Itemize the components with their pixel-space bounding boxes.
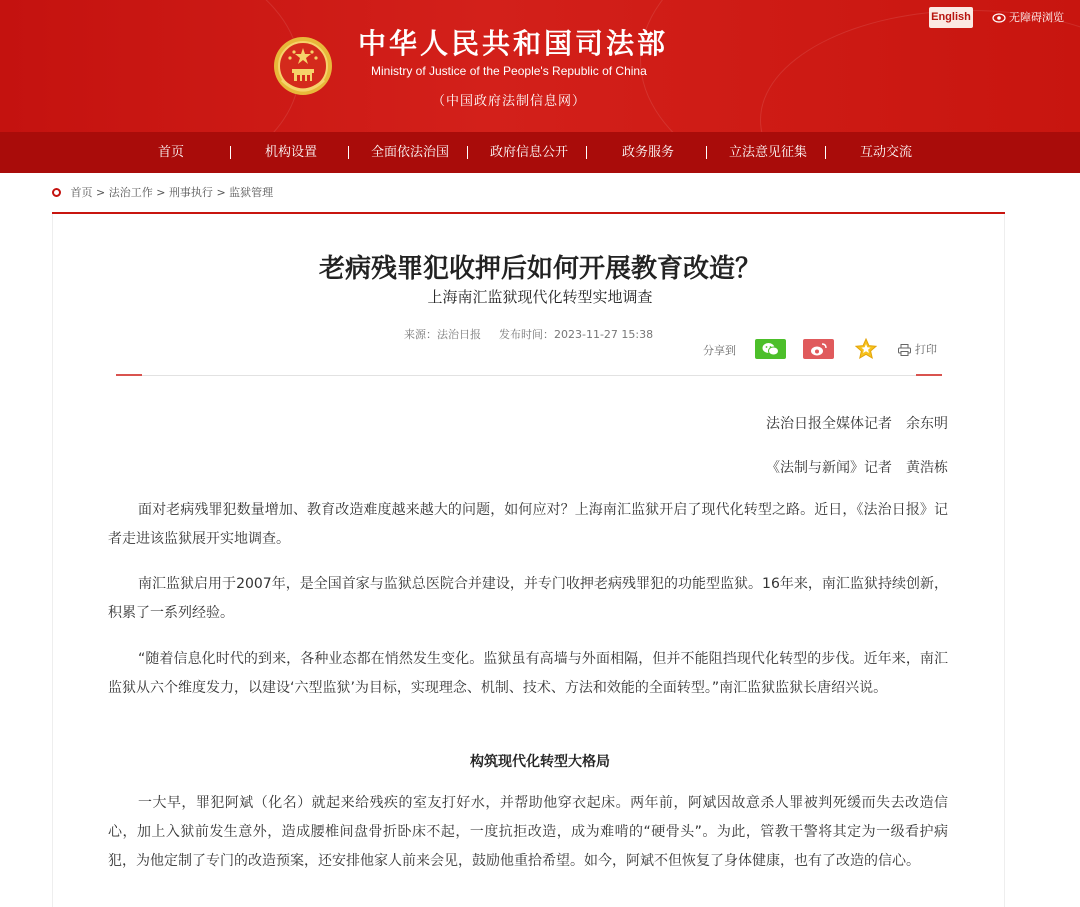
divider-accent-left bbox=[116, 374, 142, 376]
nav-item-services[interactable]: 政务服务 bbox=[622, 145, 675, 160]
site-subtitle-en: Ministry of Justice of the People's Republic of China bbox=[371, 64, 647, 78]
national-emblem-icon[interactable] bbox=[272, 36, 334, 98]
breadcrumb-separator: > bbox=[96, 186, 106, 199]
nav-separator bbox=[230, 146, 231, 159]
nav-item-gov-info[interactable]: 政府信息公开 bbox=[490, 145, 569, 160]
byline-reporter-1: 法治日报全媒体记者 余东明 bbox=[766, 416, 948, 432]
nav-item-home[interactable]: 首页 bbox=[158, 145, 185, 160]
byline-reporter-2: 《法制与新闻》记者 黄浩栋 bbox=[766, 460, 948, 476]
article-subtitle: 上海南汇监狱现代化转型实地调查 bbox=[427, 288, 653, 306]
print-button[interactable] bbox=[898, 341, 937, 357]
nav-separator bbox=[825, 146, 826, 159]
header-decoration bbox=[0, 0, 300, 132]
paragraph: 一大早，罪犯阿斌（化名）就起来给残疾的室友打好水，并帮助他穿衣起床。两年前，阿斌因故意杀人罪被判死缓而失去改造信心，加上入狱前发生意外，造成腰椎间盘骨折卧床不起，一度抗拒改造，成为难啃的“硬骨头”。为此，管教干警将其定为一级看护病犯，为他定制了专门的改造预案，还安排他家人前来会见，鼓励他重拾希望。如今，阿斌不但恢复了身体健康，也有了改造的信心。 bbox=[108, 795, 948, 869]
header-divider bbox=[116, 375, 942, 376]
nav-item-legislation[interactable]: 立法意见征集 bbox=[729, 145, 808, 160]
nav-separator bbox=[706, 146, 707, 159]
breadcrumb-separator: > bbox=[216, 186, 226, 199]
weibo-icon bbox=[803, 339, 834, 359]
article-meta bbox=[404, 326, 653, 342]
eye-icon bbox=[992, 13, 1006, 23]
paragraph: 面对老病残罪犯数量增加、教育改造难度越来越大的问题，如何应对？上海南汇监狱开启了现代化转型之路。近日，《法治日报》记者走进该监狱展开实地调查。 bbox=[108, 502, 948, 547]
wechat-share-button[interactable] bbox=[755, 339, 786, 359]
nav-separator bbox=[348, 146, 349, 159]
nav-item-interaction[interactable]: 互动交流 bbox=[860, 145, 913, 160]
site-note: （中国政府法制信息网） bbox=[432, 94, 587, 109]
breadcrumb bbox=[52, 184, 273, 202]
location-icon bbox=[52, 188, 61, 197]
site-header bbox=[0, 0, 1080, 132]
accessibility-button[interactable] bbox=[992, 9, 1064, 27]
paragraph: 南汇监狱启用于2007年，是全国首家与监狱总医院合并建设，并专门收押老病残罪犯的功能型监狱。16年来，南汇监狱持续创新，积累了一系列经验。 bbox=[108, 576, 948, 621]
breadcrumb-separator: > bbox=[156, 186, 166, 199]
breadcrumb-item[interactable]: 刑事执行 bbox=[168, 186, 213, 199]
article-title: 老病残罪犯收押后如何开展教育改造？ bbox=[318, 254, 761, 284]
weibo-share-button[interactable] bbox=[803, 339, 834, 359]
printer-icon bbox=[898, 344, 911, 356]
accessibility-label: 无障碍浏览 bbox=[1009, 11, 1064, 24]
nav-separator bbox=[467, 146, 468, 159]
print-label: 打印 bbox=[915, 343, 937, 356]
nav-separator bbox=[586, 146, 587, 159]
breadcrumb-item[interactable]: 法治工作 bbox=[108, 186, 153, 199]
wechat-icon bbox=[755, 339, 786, 359]
share-label: 分享到 bbox=[703, 344, 736, 357]
article-source: 来源：法治日报 bbox=[404, 328, 481, 341]
site-title[interactable]: 中华人民共和国司法部 bbox=[358, 27, 669, 60]
breadcrumb-item[interactable]: 首页 bbox=[70, 186, 93, 199]
breadcrumb-item[interactable]: 监狱管理 bbox=[229, 186, 274, 199]
favorite-star-icon[interactable] bbox=[855, 338, 877, 360]
section-heading: 构筑现代化转型大格局 bbox=[470, 754, 610, 770]
paragraph: “随着信息化时代的到来，各种业态都在悄然发生变化。监狱虽有高墙与外面相隔，但并不能阻挡现代化转型的步伐。近年来，南汇监狱从六个维度发力，以建设‘六型监狱’为目标，实现理念、机制、技术、方法和效能的全面转型。”南汇监狱监狱长唐绍兴说。 bbox=[108, 651, 948, 696]
english-button[interactable]: English bbox=[929, 7, 973, 28]
divider-accent-right bbox=[916, 374, 942, 376]
article-date: 发布时间：2023-11-27 15:38 bbox=[499, 328, 654, 341]
main-nav bbox=[0, 132, 1080, 173]
nav-item-organization[interactable]: 机构设置 bbox=[265, 145, 318, 160]
nav-item-rule-of-law[interactable]: 全面依法治国 bbox=[371, 145, 450, 160]
